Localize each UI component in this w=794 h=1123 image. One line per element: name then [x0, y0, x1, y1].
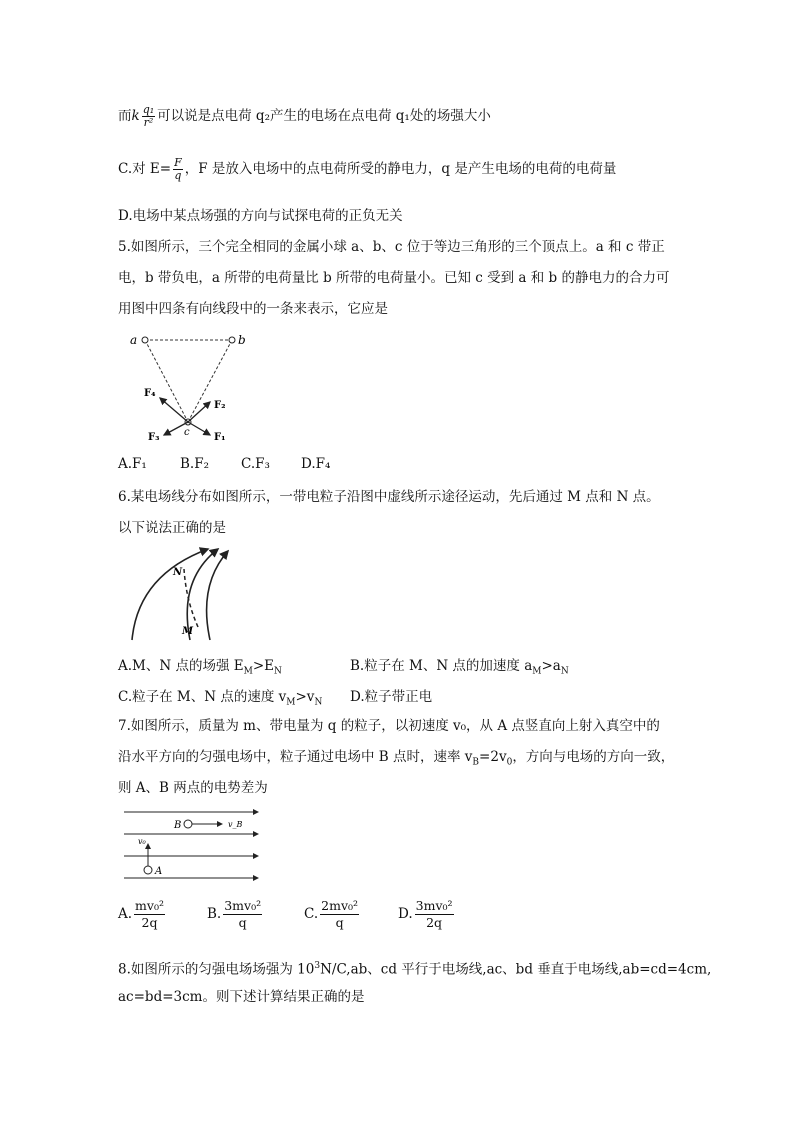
- label-a: a: [130, 333, 138, 347]
- q6-stem-line1: 6.某电场线分布如图所示，一带电粒子沿图中虚线所示途径运动，先后通过 M 点和 N 点。: [118, 489, 660, 505]
- q7-a-fraction: $\frac{\text{mv₀²}}{2q}$: [135, 898, 164, 930]
- q8-stem-line1: 8.如图所示的匀强电场场强为 $10^3N/C,ab$、cd 平行于电场线,ac、bd 垂直于电场线,ab=cd=4cm,: [118, 961, 712, 978]
- q5-stem-line2: 电，b 带负电，a 所带的电荷量比 b 所带的电荷量小。已知 c 受到 a 和 b 的静电力的合力可: [118, 270, 670, 286]
- q7-d-fraction: $\frac{\text{3mv₀²}}{2q}$: [415, 898, 453, 930]
- label-f1: F₁: [214, 432, 226, 443]
- f4-arrow: [160, 398, 188, 422]
- q5-stem-line3: 用图中四条有向线段中的一条来表示，它应是: [118, 301, 388, 317]
- label-f4: F₄: [144, 388, 156, 399]
- q7-stem-line2: 沿水平方向的匀强电场中，粒子通过电场中 B 点时，速率 $v_B=2v_0$，方向与电场的方向一致，: [118, 749, 675, 768]
- q7-option-c: C. $\frac{\text{2mv₀²}}{q}$: [304, 898, 359, 930]
- q4-option-d: D.电场中某点场强的方向与试探电荷的正负无关: [118, 208, 403, 224]
- q5-stem-line1: 5.如图所示，三个完全相同的金属小球 a、b、c 位于等边三角形的三个顶点上。a 和 c 带正: [118, 239, 665, 255]
- field-line-3: [207, 551, 228, 640]
- label-m: M: [182, 626, 194, 637]
- q5-option-d: D.F₄: [301, 456, 331, 472]
- q7-option-b: B. $\frac{\text{3mv₀²}}{q}$: [207, 898, 262, 930]
- label-c: c: [184, 427, 190, 438]
- q5-option-a: A.F₁: [118, 456, 147, 472]
- q7-b-fraction: $\frac{\text{3mv₀²}}{q}$: [224, 898, 262, 930]
- q7-option-d: D. $\frac{\text{3mv₀²}}{2q}$: [398, 898, 453, 930]
- q5-option-c: C.F₃: [241, 456, 270, 472]
- f2-arrow: [188, 402, 210, 422]
- q6-option-c: C.粒子在 M、N 点的速度 $v_M>v_N$: [118, 689, 323, 708]
- ac-dashed-line: [145, 340, 188, 422]
- q6-option-a: A.M、N 点的场强 $E_M>E_N$: [118, 658, 282, 677]
- q4-c-fraction: $\frac{F}{q}$: [174, 156, 182, 182]
- field-line-1: [132, 549, 208, 640]
- point-b: [184, 820, 192, 828]
- particle-path: [184, 569, 198, 627]
- label-a: A: [155, 866, 163, 877]
- q7-c-fraction: $\frac{\text{2mv₀²}}{q}$: [321, 898, 359, 930]
- q5-option-b: B.F₂: [180, 456, 209, 472]
- label-b: b: [238, 333, 246, 347]
- label-f2: F₂: [214, 400, 226, 411]
- f1-arrow: [188, 422, 210, 435]
- q5-triangle-figure: [118, 330, 268, 445]
- q4-option-c: C.对 E= $\frac{F}{q}$ ，F 是放入电场中的点电荷所受的静电力，q 是产生电场的电荷的电荷量: [118, 156, 617, 182]
- q4-line1: 而k $\frac{\text{q₁}}{\text{r²}}$ 可以说是点电荷 q₂产生的电场在点电荷 q₁处的场强大小: [118, 103, 491, 129]
- q6-field-line-figure: [118, 545, 238, 645]
- q6-option-b: B.粒子在 M、N 点的加速度 $a_M>a_N$: [350, 658, 569, 677]
- ball-a: [142, 337, 148, 343]
- q4-fraction: $\frac{\text{q₁}}{\text{r²}}$: [142, 103, 155, 129]
- q7-stem-line1: 7.如图所示，质量为 m、带电量为 q 的粒子，以初速度 v₀，从 A 点竖直向上射入真空中的: [118, 718, 660, 734]
- label-n: N: [173, 567, 183, 578]
- label-f3: F₃: [148, 432, 160, 443]
- q7-uniform-field-figure: [118, 808, 268, 888]
- label-b: B: [174, 820, 182, 831]
- ball-b: [229, 337, 235, 343]
- label-vb: v_B: [228, 820, 243, 829]
- label-v0: v₀: [138, 837, 146, 846]
- point-a: [144, 866, 152, 874]
- q6-option-d: D.粒子带正电: [350, 689, 433, 705]
- q8-stem-line2: ac=bd=3cm。则下述计算结果正确的是: [118, 989, 365, 1005]
- q7-option-a: A. $\frac{\text{mv₀²}}{2q}$: [118, 898, 164, 930]
- q6-stem-line2: 以下说法正确的是: [118, 520, 226, 536]
- q7-stem-line3: 则 A、B 两点的电势差为: [118, 780, 268, 796]
